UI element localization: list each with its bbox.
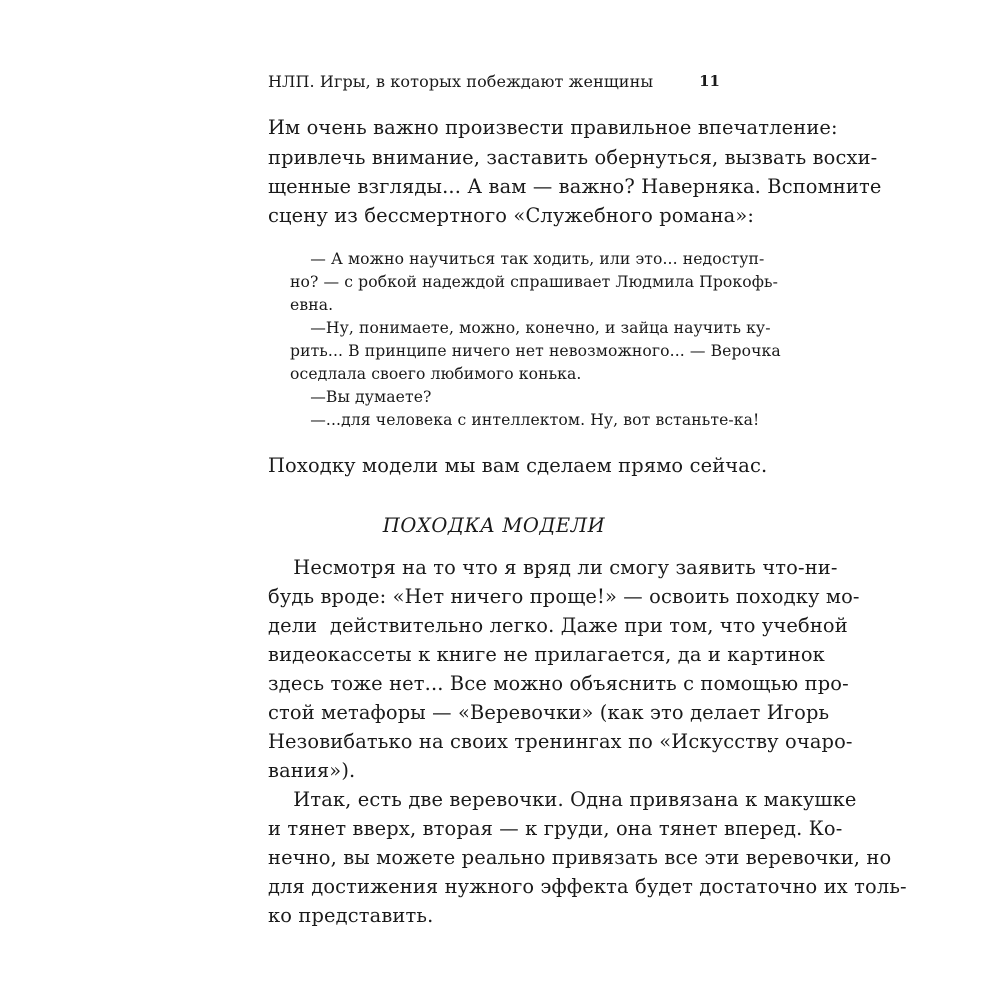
quote-line: евна.: [290, 296, 334, 314]
page-number: 11: [699, 72, 720, 90]
quote-line: рить... В принципе ничего нет невозможного... — Верочка: [290, 342, 781, 360]
section-line: стой метафоры — «Веревочки» (как это делает Игорь: [268, 701, 830, 724]
section-heading: ПОХОДКА МОДЕЛИ: [382, 514, 606, 537]
quote-line: —Вы думаете?: [290, 388, 432, 406]
intro-line: привлечь внимание, заставить обернуться, вызвать восхи-: [268, 146, 878, 169]
quote-line: — А можно научиться так ходить, или это... недоступ-: [290, 250, 765, 268]
section-line: вания»).: [268, 759, 356, 782]
after-quote-line: Походку модели мы вам сделаем прямо сейчас.: [268, 454, 768, 477]
running-header: [268, 72, 720, 98]
intro-line: щенные взгляды... А вам — важно? Наверняка. Вспомните: [268, 175, 882, 198]
section-line: здесь тоже нет... Все можно объяснить с помощью про-: [268, 672, 849, 695]
section-line: ко представить.: [268, 904, 434, 927]
section-line: Несмотря на то что я вряд ли смогу заявить что-ни-: [268, 556, 838, 579]
quote-line: но? — с робкой надеждой спрашивает Людмила Прокофь-: [290, 273, 779, 291]
section-line: и тянет вверх, вторая — к груди, она тянет вперед. Ко-: [268, 817, 843, 840]
section-line: будь вроде: «Нет ничего проще!» — освоить походку мо-: [268, 585, 860, 608]
section-line: Незовибатько на своих тренингах по «Искусству очаро-: [268, 730, 853, 753]
intro-line: сцену из бессмертного «Служебного романа»:: [268, 204, 755, 227]
running-title: НЛП. Игры, в которых побеждают женщины: [268, 72, 654, 91]
section-line: Итак, есть две веревочки. Одна привязана к макушке: [268, 788, 857, 811]
section-line: видеокассеты к книге не прилагается, да и картинок: [268, 643, 825, 666]
quote-line: оседлала своего любимого конька.: [290, 365, 582, 383]
section-line: дели действительно легко. Даже при том, что учебной: [268, 614, 848, 637]
quote-line: —...для человека с интеллектом. Ну, вот встаньте-ка!: [290, 411, 760, 429]
section-line: нечно, вы можете реально привязать все эти веревочки, но: [268, 846, 892, 869]
section-line: для достижения нужного эффекта будет достаточно их толь-: [268, 875, 907, 898]
quote-line: —Ну, понимаете, можно, конечно, и зайца научить ку-: [290, 319, 771, 337]
intro-line: Им очень важно произвести правильное впечатление:: [268, 116, 838, 139]
